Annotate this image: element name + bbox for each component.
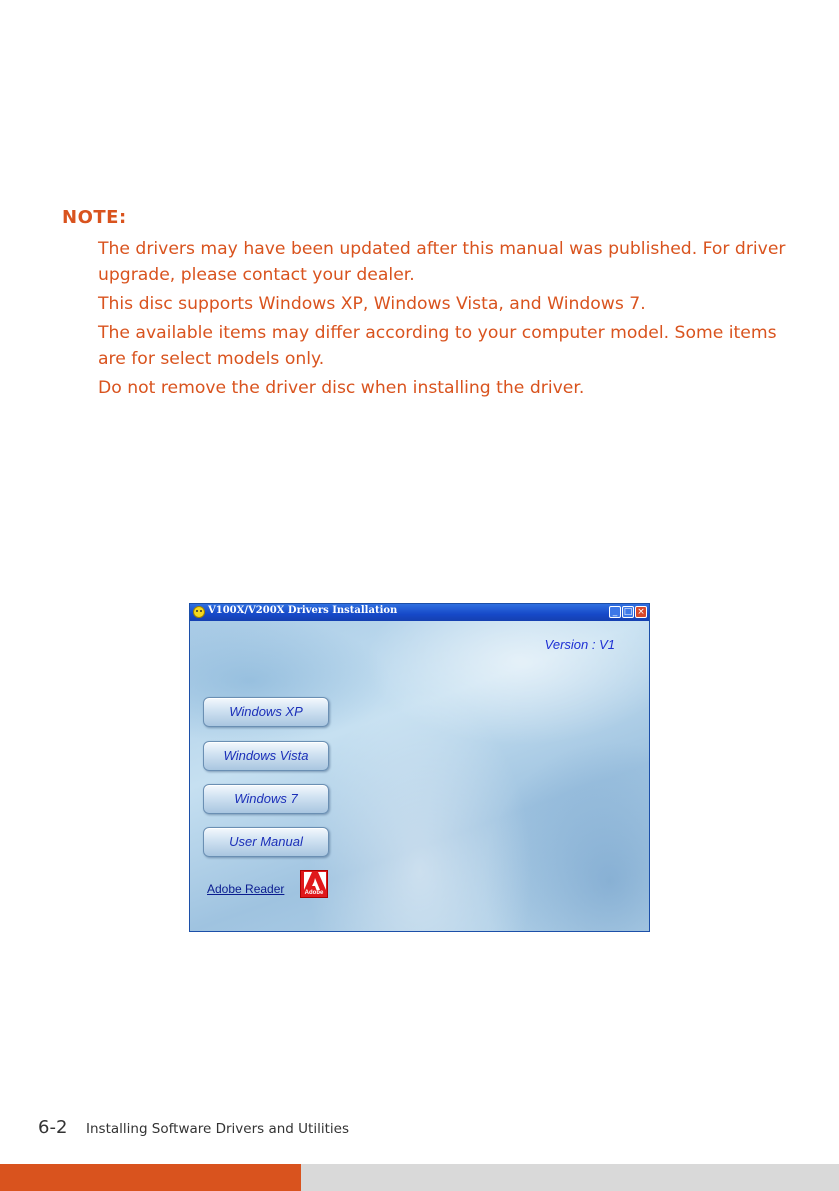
footer-accent-bar bbox=[0, 1164, 301, 1191]
smiley-icon bbox=[193, 606, 205, 618]
note-item: Do not remove the driver disc when installing the driver. bbox=[98, 378, 585, 398]
version-label: Version : V1 bbox=[544, 637, 615, 652]
footer-grey-bar bbox=[301, 1164, 839, 1191]
minimize-icon[interactable]: _ bbox=[609, 606, 621, 618]
note-item: The drivers may have been updated after this manual was published. For driver upgrade, please contact your dealer. bbox=[98, 239, 786, 285]
installer-background bbox=[190, 621, 649, 931]
adobe-logo-text: Adobe bbox=[304, 890, 324, 896]
window-title: V100X/V200X Drivers Installation bbox=[208, 605, 398, 616]
note-heading: NOTE: bbox=[62, 207, 127, 228]
close-icon[interactable]: × bbox=[635, 606, 647, 618]
windows-xp-button[interactable]: Windows XP bbox=[203, 697, 329, 727]
user-manual-button[interactable]: User Manual bbox=[203, 827, 329, 857]
adobe-reader-link[interactable]: Adobe Reader bbox=[207, 882, 285, 896]
note-list bbox=[98, 236, 788, 404]
windows-vista-button[interactable]: Windows Vista bbox=[203, 741, 329, 771]
note-item: The available items may differ according to your computer model. Some items are for select models only. bbox=[98, 323, 777, 369]
window-titlebar[interactable] bbox=[190, 604, 649, 621]
adobe-logo-icon[interactable] bbox=[300, 870, 328, 898]
note-item: This disc supports Windows XP, Windows Vista, and Windows 7. bbox=[98, 294, 646, 314]
chapter-title: Installing Software Drivers and Utilities bbox=[86, 1121, 349, 1137]
windows-7-button[interactable]: Windows 7 bbox=[203, 784, 329, 814]
installer-window bbox=[189, 603, 650, 932]
adobe-a-icon bbox=[304, 872, 326, 890]
page-number: 6-2 bbox=[38, 1117, 68, 1138]
maximize-icon[interactable]: □ bbox=[623, 607, 633, 617]
